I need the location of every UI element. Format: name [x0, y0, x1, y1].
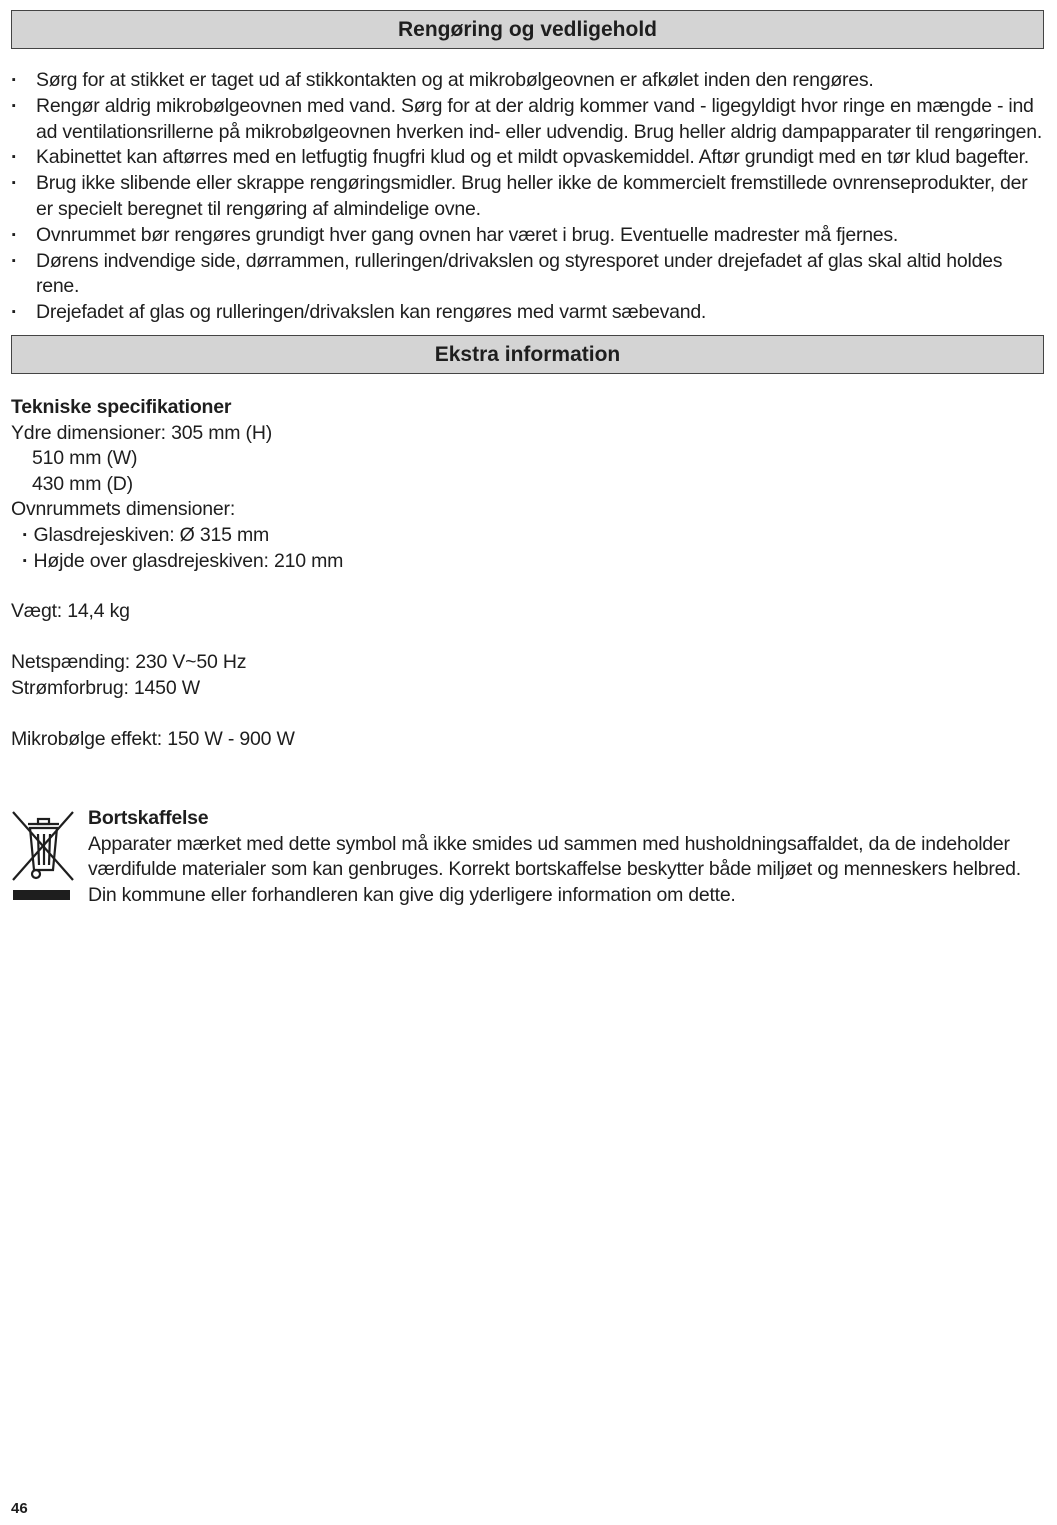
- outer-dimensions-height: Ydre dimensioner: 305 mm (H): [11, 421, 272, 444]
- cavity-dimensions-label: Ovnrummets dimensioner:: [11, 498, 236, 521]
- weight: Vægt: 14,4 kg: [11, 600, 130, 622]
- list-item: · Sørg for at stikket er taget ud af stikkontakten og at mikrobølgeovnen er afkølet inden den rengøres.: [11, 68, 1047, 94]
- power-consumption: Strømforbrug: 1450 W: [11, 677, 200, 699]
- list-item: · Drejefadet af glas og rulleringen/drivakslen kan rengøres med varmt sæbevand.: [11, 300, 1047, 326]
- outer-dimensions-width: 510 mm (W): [32, 447, 138, 470]
- list-item: · Dørens indvendige side, dørrammen, rulleringen/drivakslen og styresporet under drejefadet af glas skal altid holdes rene.: [11, 249, 1047, 301]
- cleaning-bullet-list: [11, 68, 1047, 326]
- cleaning-section-header: [11, 10, 1044, 49]
- voltage: Netspænding: 230 V~50 Hz: [11, 651, 247, 673]
- page-number: 46: [11, 1500, 28, 1517]
- outer-dimensions-depth: 430 mm (D): [32, 472, 133, 495]
- weee-crossed-bin-icon: [11, 810, 75, 904]
- disposal-text: Apparater mærket med dette symbol må ikke smides ud sammen med husholdningsaffaldet, da de indeholder værdifulde materialer som kan genbruges. Korrekt bortskaffelse beskytter både miljøet og menneskers helbred. Din kommune eller forhandleren kan give dig yderligere information om dette.: [88, 832, 1021, 906]
- extra-info-section-header: [11, 335, 1044, 374]
- turntable-diameter: · Glasdrejeskiven: Ø 315 mm: [11, 523, 343, 549]
- disposal-block: [88, 806, 1048, 908]
- list-item: · Rengør aldrig mikrobølgeovnen med vand. Sørg for at der aldrig kommer vand - ligegyldigt hvor ringe en mængde - ind ad ventilationsrillerne på mikrobølgeovnen hverken ind- eller udvendig. Brug heller aldrig dampapparater til rengøringen.: [11, 94, 1047, 146]
- height-above-turntable: · Højde over glasdrejeskiven: 210 mm: [11, 549, 343, 575]
- extra-info-title: Ekstra information: [434, 342, 621, 366]
- tech-specs: [11, 395, 343, 574]
- list-item: · Brug ikke slibende eller skrappe rengøringsmidler. Brug heller ikke de kommercielt fremstillede ovnrenseprodukter, der er specielt beregnet til rengøring af almindelige ovne.: [11, 171, 1047, 223]
- list-item: · Kabinettet kan aftørres med en letfugtig fnugfri klud og et mildt opvaskemiddel. Aftør grundigt med en tør klud bagefter.: [11, 145, 1047, 171]
- microwave-power: Mikrobølge effekt: 150 W - 900 W: [11, 728, 295, 750]
- specs-heading: Tekniske specifikationer: [11, 396, 232, 418]
- cleaning-title: Rengøring og vedligehold: [398, 17, 657, 41]
- disposal-heading: Bortskaffelse: [88, 807, 209, 829]
- list-item: · Ovnrummet bør rengøres grundigt hver gang ovnen har været i brug. Eventuelle madrester må fjernes.: [11, 223, 1047, 249]
